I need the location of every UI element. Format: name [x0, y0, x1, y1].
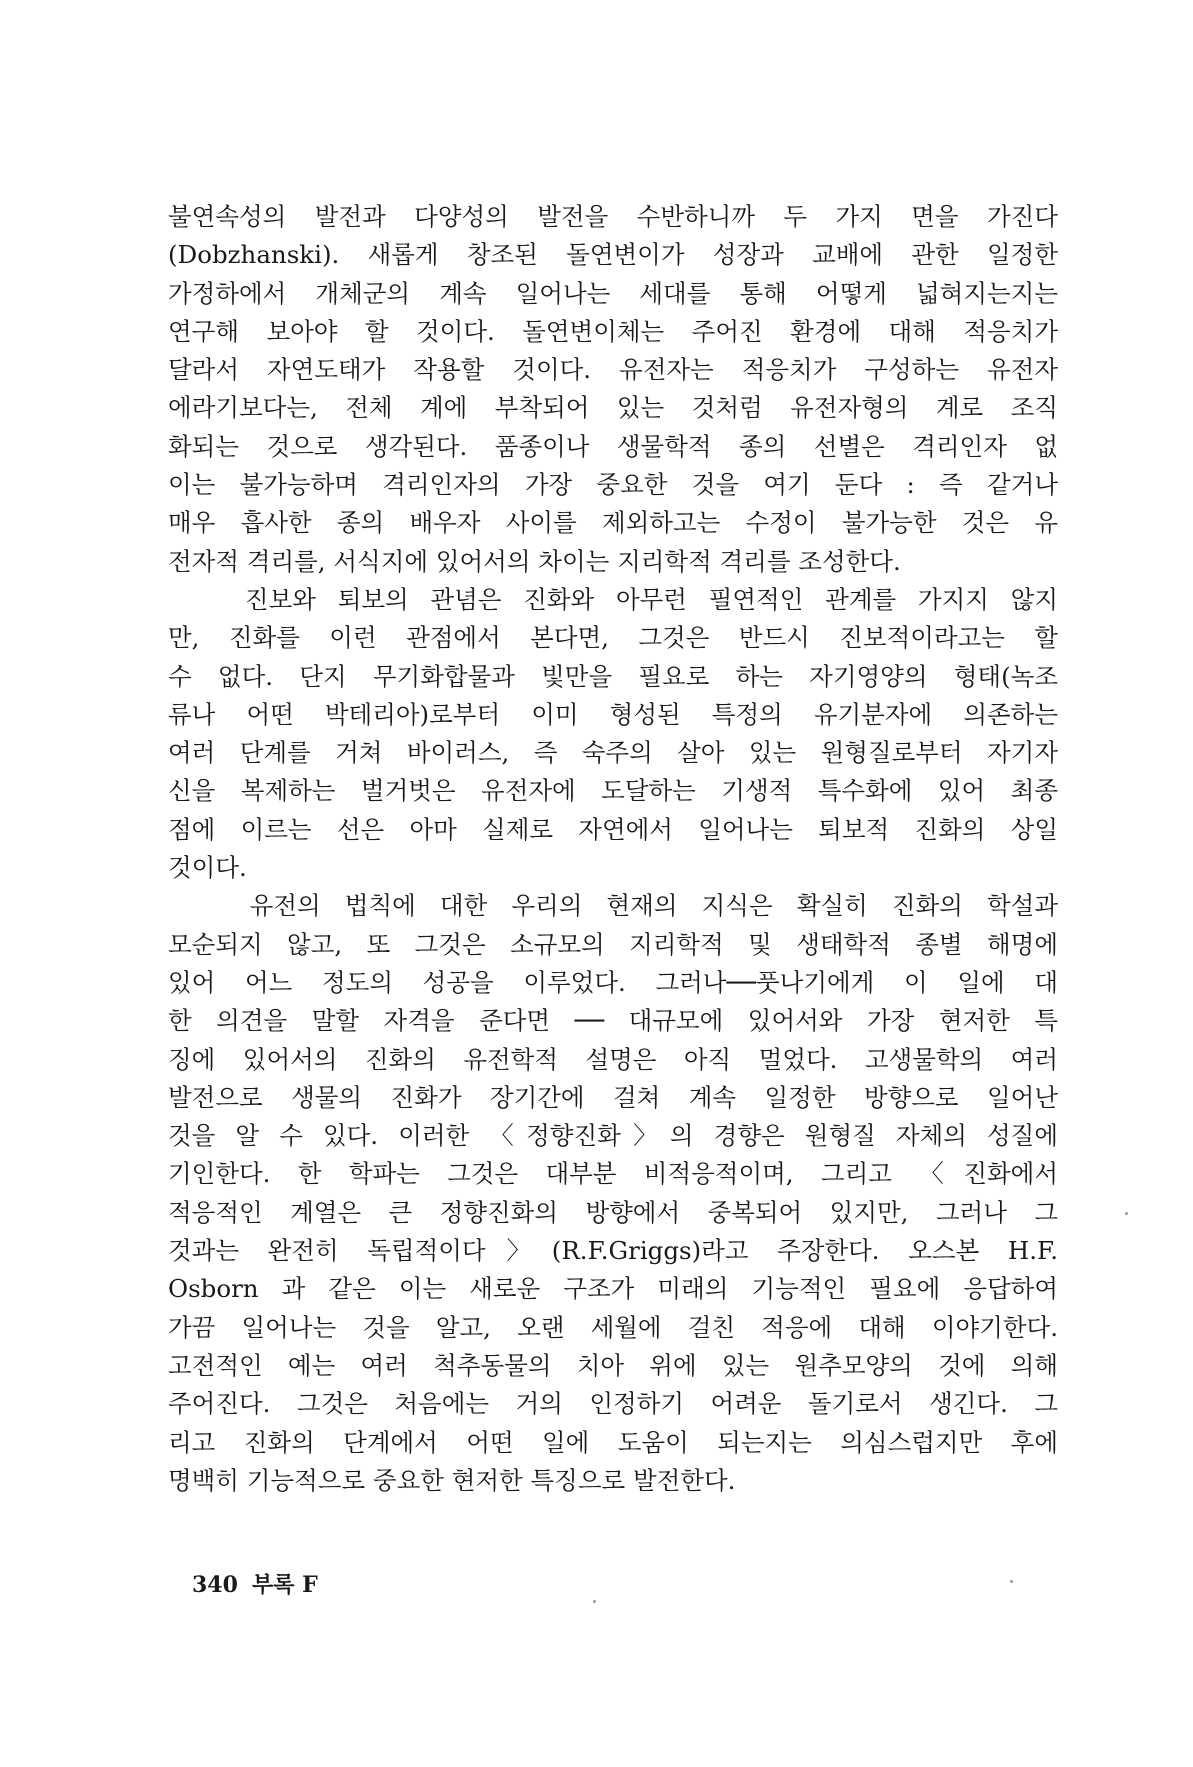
text-line: 모순되지 않고, 또 그것은 소규모의 지리학적 및 생태학적 종별 해명에 — [168, 929, 1058, 959]
text-line: 불연속성의 발전과 다양성의 발전을 수반하니까 두 가지 면을 가진다 — [168, 202, 1058, 231]
text-line: 만, 진화를 이런 관점에서 본다면, 그것은 반드시 진보적이라고는 할 — [168, 623, 1058, 653]
text-line: 발전으로 생물의 진화가 장기간에 걸쳐 계속 일정한 방향으로 일어난 — [168, 1082, 1058, 1112]
text-line: Osborn 과 같은 이는 새로운 구조가 미래의 기능적인 필요에 응답하여 — [168, 1274, 1058, 1304]
text-line: 징에 있어서의 진화의 유전학적 설명은 아직 멀었다. 고생물학의 여러 — [168, 1044, 1058, 1074]
paragraph — [168, 887, 1058, 1500]
text-line: 수 없다. 단지 무기화합물과 빛만을 필요로 하는 자기영양의 형태(녹조 — [168, 661, 1058, 691]
text-line: 명백히 기능적으로 중요한 현저한 특징으로 발전한다. — [168, 1465, 736, 1495]
scan-speck — [593, 1600, 596, 1603]
body-text — [168, 198, 1058, 1500]
paragraph — [168, 198, 1058, 581]
text-line: 유전의 법칙에 대한 우리의 현재의 지식은 확실히 진화의 학설과 — [168, 891, 1058, 921]
scan-speck — [1010, 1580, 1013, 1583]
page-footer — [192, 1568, 318, 1599]
text-line: 가끔 일어나는 것을 알고, 오랜 세월에 걸친 적응에 대해 이야기한다. — [168, 1312, 1058, 1342]
text-line: 신을 복제하는 벌거벗은 유전자에 도달하는 기생적 특수화에 있어 최종 — [168, 776, 1058, 806]
text-line: 주어진다. 그것은 처음에는 거의 인정하기 어려운 돌기로서 생긴다. 그 — [168, 1389, 1058, 1419]
text-line: 류나 어떤 박테리아)로부터 이미 형성된 특정의 유기분자에 의존하는 — [168, 699, 1058, 729]
paragraph — [168, 581, 1058, 887]
text-line: 것을 알 수 있다. 이러한 〈정향진화〉의 경향은 원형질 자체의 성질에 — [168, 1121, 1058, 1151]
text-line: 한 의견을 말할 자격을 준다면 ── 대규모에 있어서와 가장 현저한 특 — [168, 1006, 1058, 1036]
text-line: (Dobzhanski). 새롭게 창조된 돌연변이가 성장과 교배에 관한 일정한 — [168, 240, 1058, 270]
text-line: 것과는 완전히 독립적이다〉(R.F.Griggs)라고 주장한다. 오스본 H.F. — [168, 1236, 1058, 1266]
text-line: 적응적인 계열은 큰 정향진화의 방향에서 중복되어 있지만, 그러나 그 — [168, 1197, 1058, 1227]
text-line: 달라서 자연도태가 작용할 것이다. 유전자는 적응치가 구성하는 유전자 — [168, 355, 1058, 385]
text-line: 연구해 보아야 할 것이다. 돌연변이체는 주어진 환경에 대해 적응치가 — [168, 316, 1058, 346]
text-line: 에라기보다는, 전체 계에 부착되어 있는 것처럼 유전자형의 계로 조직 — [168, 393, 1058, 423]
text-line: 기인한다. 한 학파는 그것은 대부분 비적응적이며, 그리고 〈진화에서 — [168, 1159, 1058, 1189]
text-line: 매우 흡사한 종의 배우자 사이를 제외하고는 수정이 불가능한 것은 유 — [168, 508, 1058, 538]
scan-speck — [1125, 1212, 1128, 1215]
text-line: 화되는 것으로 생각된다. 품종이나 생물학적 종의 선별은 격리인자 없 — [168, 431, 1058, 461]
page-number: 340 — [192, 1572, 238, 1598]
text-line: 고전적인 예는 여러 척추동물의 치아 위에 있는 원추모양의 것에 의해 — [168, 1350, 1058, 1380]
section-label: 부록 F — [251, 1572, 318, 1598]
text-line: 진보와 퇴보의 관념은 진화와 아무런 필연적인 관계를 가지지 않지 — [168, 584, 1058, 614]
text-line: 것이다. — [168, 853, 247, 883]
text-line: 전자적 격리를, 서식지에 있어서의 차이는 지리학적 격리를 조성한다. — [168, 546, 901, 576]
text-line: 점에 이르는 선은 아마 실제로 자연에서 일어나는 퇴보적 진화의 상일 — [168, 814, 1058, 844]
text-line: 여러 단계를 거쳐 바이러스, 즉 숙주의 살아 있는 원형질로부터 자기자 — [168, 738, 1058, 768]
text-line: 있어 어느 정도의 성공을 이루었다. 그러나──풋나기에게 이 일에 대 — [168, 967, 1058, 997]
text-line: 이는 불가능하며 격리인자의 가장 중요한 것을 여기 둔다 : 즉 같거나 — [168, 470, 1058, 500]
text-line: 가정하에서 개체군의 계속 일어나는 세대를 통해 어떻게 넓혀지는지는 — [168, 278, 1058, 308]
text-line: 리고 진화의 단계에서 어떤 일에 도움이 되는지는 의심스럽지만 후에 — [168, 1427, 1058, 1457]
